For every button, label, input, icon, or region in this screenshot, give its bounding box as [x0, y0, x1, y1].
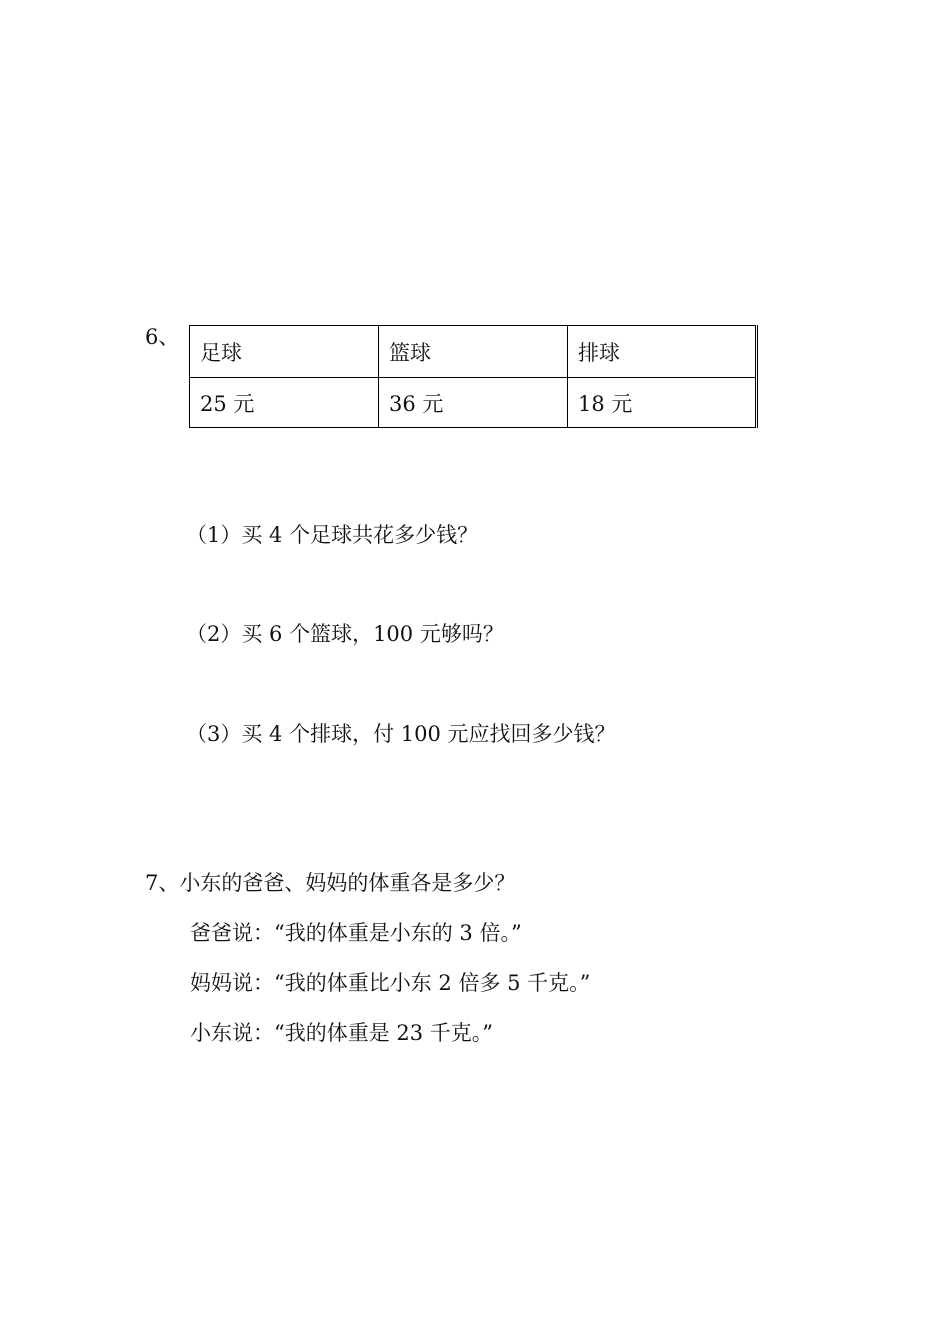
sub-question-3: （3）买 4 个排球，付 100 元应找回多少钱？: [186, 722, 616, 746]
table-price-row: [190, 378, 757, 428]
dad-statement: 爸爸说：“我的体重是小东的 3 倍。”: [190, 921, 522, 945]
xiaodong-statement: 小东说：“我的体重是 23 千克。”: [190, 1021, 494, 1045]
sub-question-2: （2）买 6 个篮球，100 元够吗？: [186, 622, 504, 646]
price-cell-football: 25 元: [190, 378, 379, 428]
price-cell-volleyball: 18 元: [568, 378, 757, 428]
price-cell-basketball: 36 元: [379, 378, 568, 428]
table-header-row: [190, 326, 757, 378]
header-cell-volleyball: 排球: [568, 326, 757, 378]
question-7-title: 7、小东的爸爸、妈妈的体重各是多少？: [145, 871, 516, 895]
header-cell-football: 足球: [190, 326, 379, 378]
ball-price-table: [189, 325, 758, 428]
mom-statement: 妈妈说：“我的体重比小东 2 倍多 5 千克。”: [190, 971, 591, 995]
header-cell-basketball: 篮球: [379, 326, 568, 378]
sub-question-1: （1）买 4 个足球共花多少钱？: [186, 523, 479, 547]
question-6-number: 6、: [145, 325, 180, 349]
